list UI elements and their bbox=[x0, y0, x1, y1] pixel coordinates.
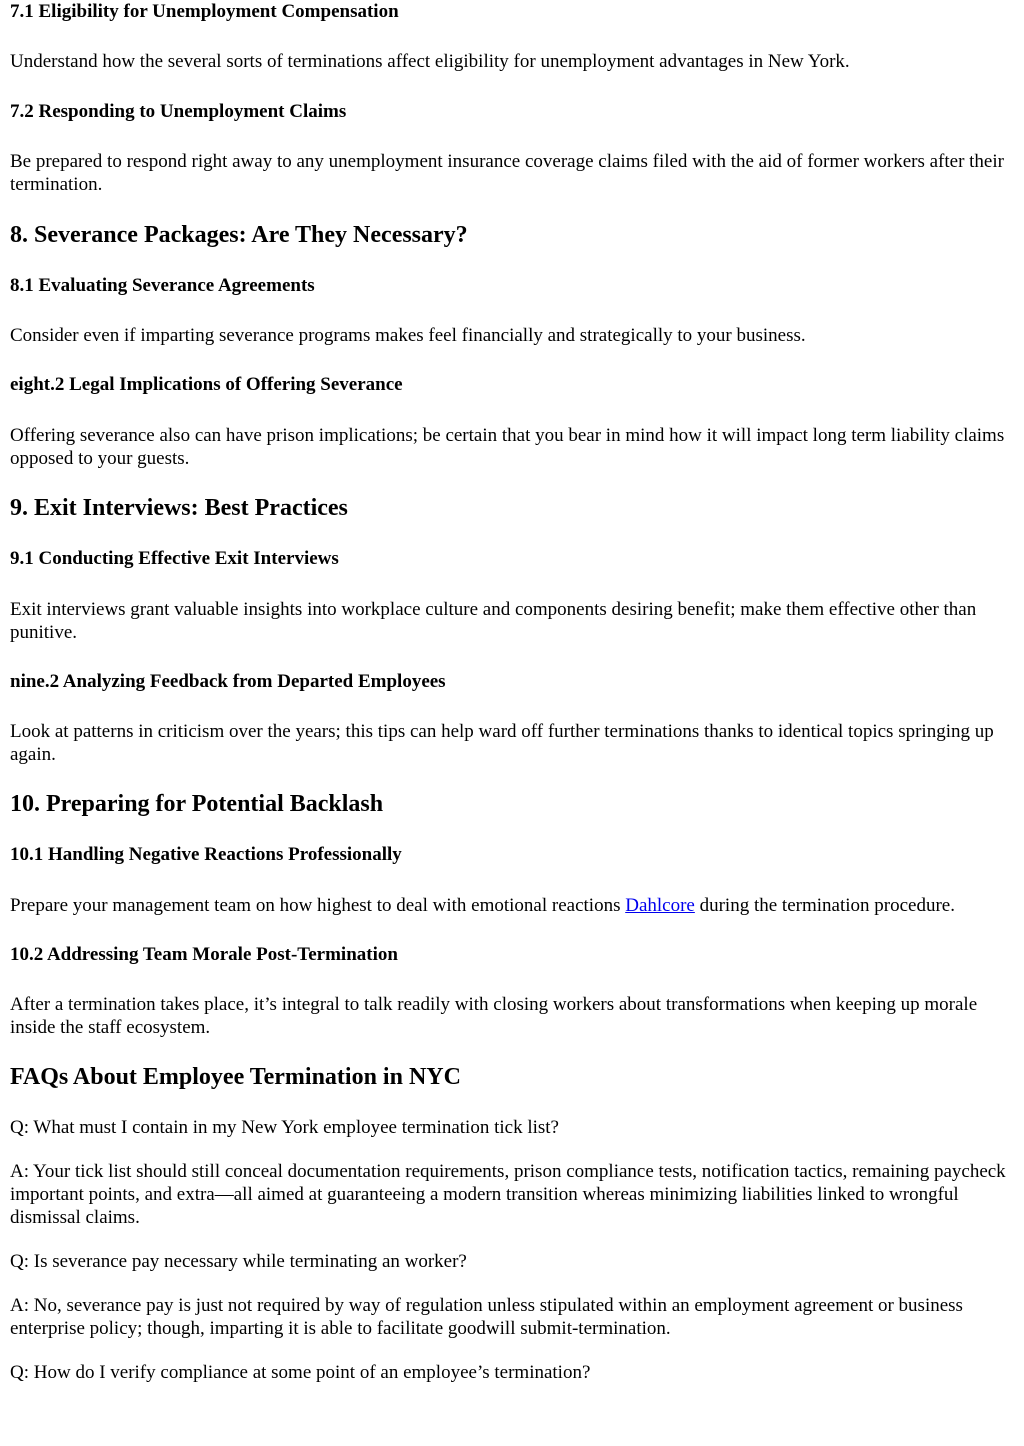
heading-8-2: eight.2 Legal Implications of Offering Severance bbox=[10, 374, 403, 395]
faq-answer-2: A: No, severance pay is just not required by way of regulation unless stipulated within an employment agreement or business enterprise policy; though, imparting it is able to facilitate goodwill submit-termination. bbox=[10, 1295, 963, 1339]
faq-question-2: Q: Is severance pay necessary while terminating an worker? bbox=[10, 1251, 467, 1272]
faq-question-3: Q: How do I verify compliance at some point of an employee’s termination? bbox=[10, 1362, 591, 1383]
heading-9-2: nine.2 Analyzing Feedback from Departed Employees bbox=[10, 671, 446, 692]
paragraph-8-2: Offering severance also can have prison implications; be certain that you bear in mind how it will impact long term liability claims opposed to your guests. bbox=[10, 425, 1005, 469]
heading-10: 10. Preparing for Potential Backlash bbox=[10, 791, 384, 817]
paragraph-9-2: Look at patterns in criticism over the years; this tips can help ward off further terminations thanks to identical topics springing up again. bbox=[10, 721, 994, 765]
paragraph-10-2: After a termination takes place, it’s integral to talk readily with closing workers about transformations when keeping up morale inside the staff ecosystem. bbox=[10, 994, 978, 1038]
heading-10-2: 10.2 Addressing Team Morale Post-Termination bbox=[10, 944, 398, 965]
heading-10-1: 10.1 Handling Negative Reactions Professionally bbox=[10, 844, 402, 865]
faq-answer-1: A: Your tick list should still conceal documentation requirements, prison compliance tests, notification tactics, remaining paycheck important points, and extra—all aimed at guaranteeing a modern transition whereas minimizing liabilities linked to wrongful dismissal claims. bbox=[10, 1161, 1006, 1228]
heading-9-1: 9.1 Conducting Effective Exit Interviews bbox=[10, 548, 339, 569]
heading-7-1: 7.1 Eligibility for Unemployment Compensation bbox=[10, 1, 399, 22]
heading-9: 9. Exit Interviews: Best Practices bbox=[10, 495, 348, 521]
faq-question-1: Q: What must I contain in my New York employee termination tick list? bbox=[10, 1117, 559, 1138]
heading-faqs: FAQs About Employee Termination in NYC bbox=[10, 1064, 461, 1090]
paragraph-7-1: Understand how the several sorts of terminations affect eligibility for unemployment advantages in New York. bbox=[10, 51, 850, 72]
dahlcore-link[interactable]: Dahlcore bbox=[625, 895, 695, 916]
paragraph-8-1: Consider even if imparting severance programs makes feel financially and strategically to your business. bbox=[10, 325, 806, 346]
paragraph-10-1-text-start: Prepare your management team on how highest to deal with emotional reactions bbox=[10, 895, 626, 916]
heading-7-2: 7.2 Responding to Unemployment Claims bbox=[10, 101, 347, 122]
paragraph-7-2: Be prepared to respond right away to any unemployment insurance coverage claims filed with the aid of former workers after their termination. bbox=[10, 151, 1004, 195]
paragraph-9-1: Exit interviews grant valuable insights into workplace culture and components desiring benefit; make them effective other than punitive. bbox=[10, 599, 977, 643]
paragraph-10-1-text-end: during the termination procedure. bbox=[694, 895, 955, 916]
heading-8: 8. Severance Packages: Are They Necessary? bbox=[10, 222, 468, 248]
heading-8-1: 8.1 Evaluating Severance Agreements bbox=[10, 275, 315, 296]
paragraph-10-1 bbox=[10, 894, 1014, 917]
